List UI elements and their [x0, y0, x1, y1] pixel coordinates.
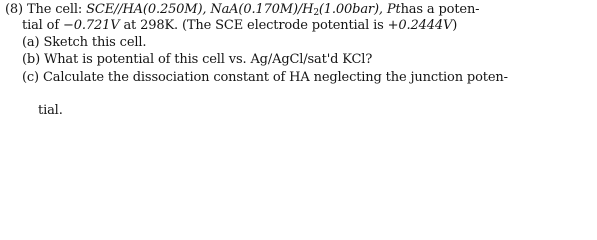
- part-b: [22, 52, 372, 68]
- problem-line-1: [5, 2, 479, 18]
- part-a: [22, 35, 146, 51]
- part-b-text: What is potential of this cell vs. Ag/AgCl/sat'd KCl?: [44, 52, 373, 67]
- cell-notation: SCE//HA(0.250M), $NaA(0.170M)/H_2(1.00bar)$, Pt: [86, 2, 401, 18]
- problem-number: (8): [5, 2, 23, 17]
- line2-prefix: tial of: [22, 18, 60, 33]
- line2-suffix: ): [452, 18, 458, 33]
- part-c-text: Calculate the dissociation constant of HA neglecting the junction poten-: [42, 70, 508, 85]
- intro-prefix: The cell:: [26, 2, 83, 17]
- part-a-text: Sketch this cell.: [43, 35, 147, 50]
- part-c-continuation: tial.: [38, 103, 63, 118]
- part-a-label: (a): [22, 35, 40, 50]
- line2-mid: at 298K. (The SCE electrode potential is: [123, 18, 384, 33]
- problem-line-2: [22, 18, 457, 34]
- part-c: [22, 70, 508, 86]
- intro-suffix: has a poten-: [400, 2, 480, 17]
- part-b-label: (b): [22, 52, 41, 67]
- sce-potential: +0.2444V: [387, 18, 453, 33]
- part-c-label: (c): [22, 70, 39, 85]
- cell-potential: −0.721V: [63, 18, 120, 33]
